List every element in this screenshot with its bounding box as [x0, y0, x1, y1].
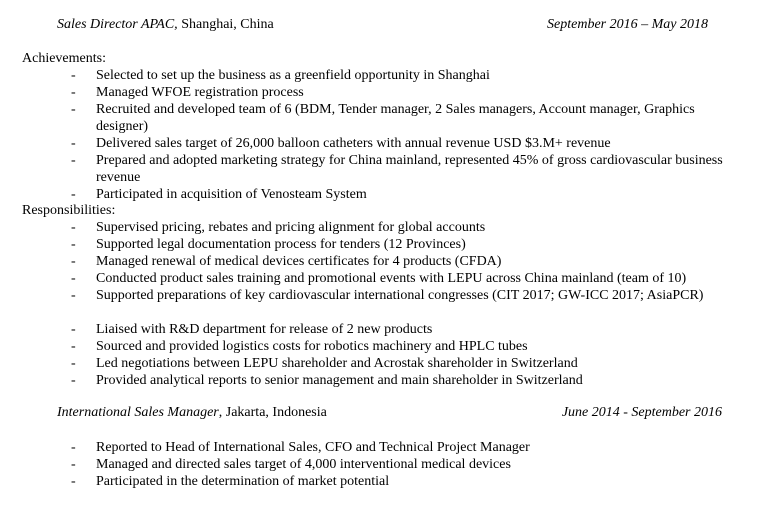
- list-item: Managed and directed sales target of 4,000 interventional medical devices: [96, 457, 511, 472]
- bullet-dash: -: [71, 187, 76, 202]
- job1-dates: September 2016 – May 2018: [547, 17, 708, 32]
- job1-location: Shanghai, China: [177, 17, 274, 32]
- list-item: Prepared and adopted marketing strategy for China mainland, represented 45% of gross cardiovascular business revenue: [96, 153, 723, 185]
- list-item: Selected to set up the business as a greenfield opportunity in Shanghai: [96, 68, 490, 83]
- list-item: Reported to Head of International Sales, CFO and Technical Project Manager: [96, 440, 530, 455]
- list-item: Delivered sales target of 26,000 balloon catheters with annual revenue USD $3.M+ revenue: [96, 136, 611, 151]
- bullet-dash: -: [71, 288, 76, 303]
- responsibilities-heading: Responsibilities:: [22, 203, 116, 218]
- bullet-dash: -: [71, 153, 76, 168]
- bullet-dash: -: [71, 373, 76, 388]
- list-item: Liaised with R&D department for release of 2 new products: [96, 322, 433, 337]
- job1-header: [57, 17, 274, 34]
- list-item: Led negotiations between LEPU shareholder and Acrostak shareholder in Switzerland: [96, 356, 578, 371]
- bullet-dash: -: [71, 237, 76, 252]
- bullet-dash: -: [71, 220, 76, 235]
- list-item: Recruited and developed team of 6 (BDM, Tender manager, 2 Sales managers, Account manager, Graphics designer): [96, 102, 695, 134]
- list-item: Sourced and provided logistics costs for robotics machinery and HPLC tubes: [96, 339, 528, 354]
- list-item: Participated in the determination of market potential: [96, 474, 390, 489]
- list-item: Managed renewal of medical devices certificates for 4 products (CFDA): [96, 254, 502, 269]
- list-item: Managed WFOE registration process: [96, 85, 304, 100]
- bullet-dash: -: [71, 356, 76, 371]
- list-item: Participated in acquisition of Venosteam System: [96, 187, 367, 202]
- bullet-dash: -: [71, 68, 76, 83]
- job1-title: Sales Director APAC,: [57, 17, 178, 32]
- bullet-dash: -: [71, 322, 76, 337]
- bullet-dash: -: [71, 474, 76, 489]
- job2-header: [57, 405, 327, 422]
- bullet-dash: -: [71, 136, 76, 151]
- bullet-dash: -: [71, 102, 76, 117]
- achievements-heading: Achievements:: [22, 51, 106, 66]
- list-item: Provided analytical reports to senior management and main shareholder in Switzerland: [96, 373, 583, 388]
- bullet-dash: -: [71, 271, 76, 286]
- bullet-dash: -: [71, 339, 76, 354]
- bullet-dash: -: [71, 85, 76, 100]
- list-item: Conducted product sales training and promotional events with LEPU across China mainland (team of 10): [96, 271, 687, 286]
- list-item: Supervised pricing, rebates and pricing alignment for global accounts: [96, 220, 486, 235]
- bullet-dash: -: [71, 254, 76, 269]
- list-item: Supported preparations of key cardiovascular international congresses (CIT 2017; GW-ICC 2017; AsiaPCR): [96, 288, 704, 303]
- job2-title: International Sales Manager: [57, 405, 219, 420]
- list-item: Supported legal documentation process for tenders (12 Provinces): [96, 237, 466, 252]
- job2-dates: June 2014 - September 2016: [561, 405, 722, 420]
- bullet-dash: -: [71, 457, 76, 472]
- bullet-dash: -: [71, 440, 76, 455]
- job2-location: , Jakarta, Indonesia: [218, 405, 327, 420]
